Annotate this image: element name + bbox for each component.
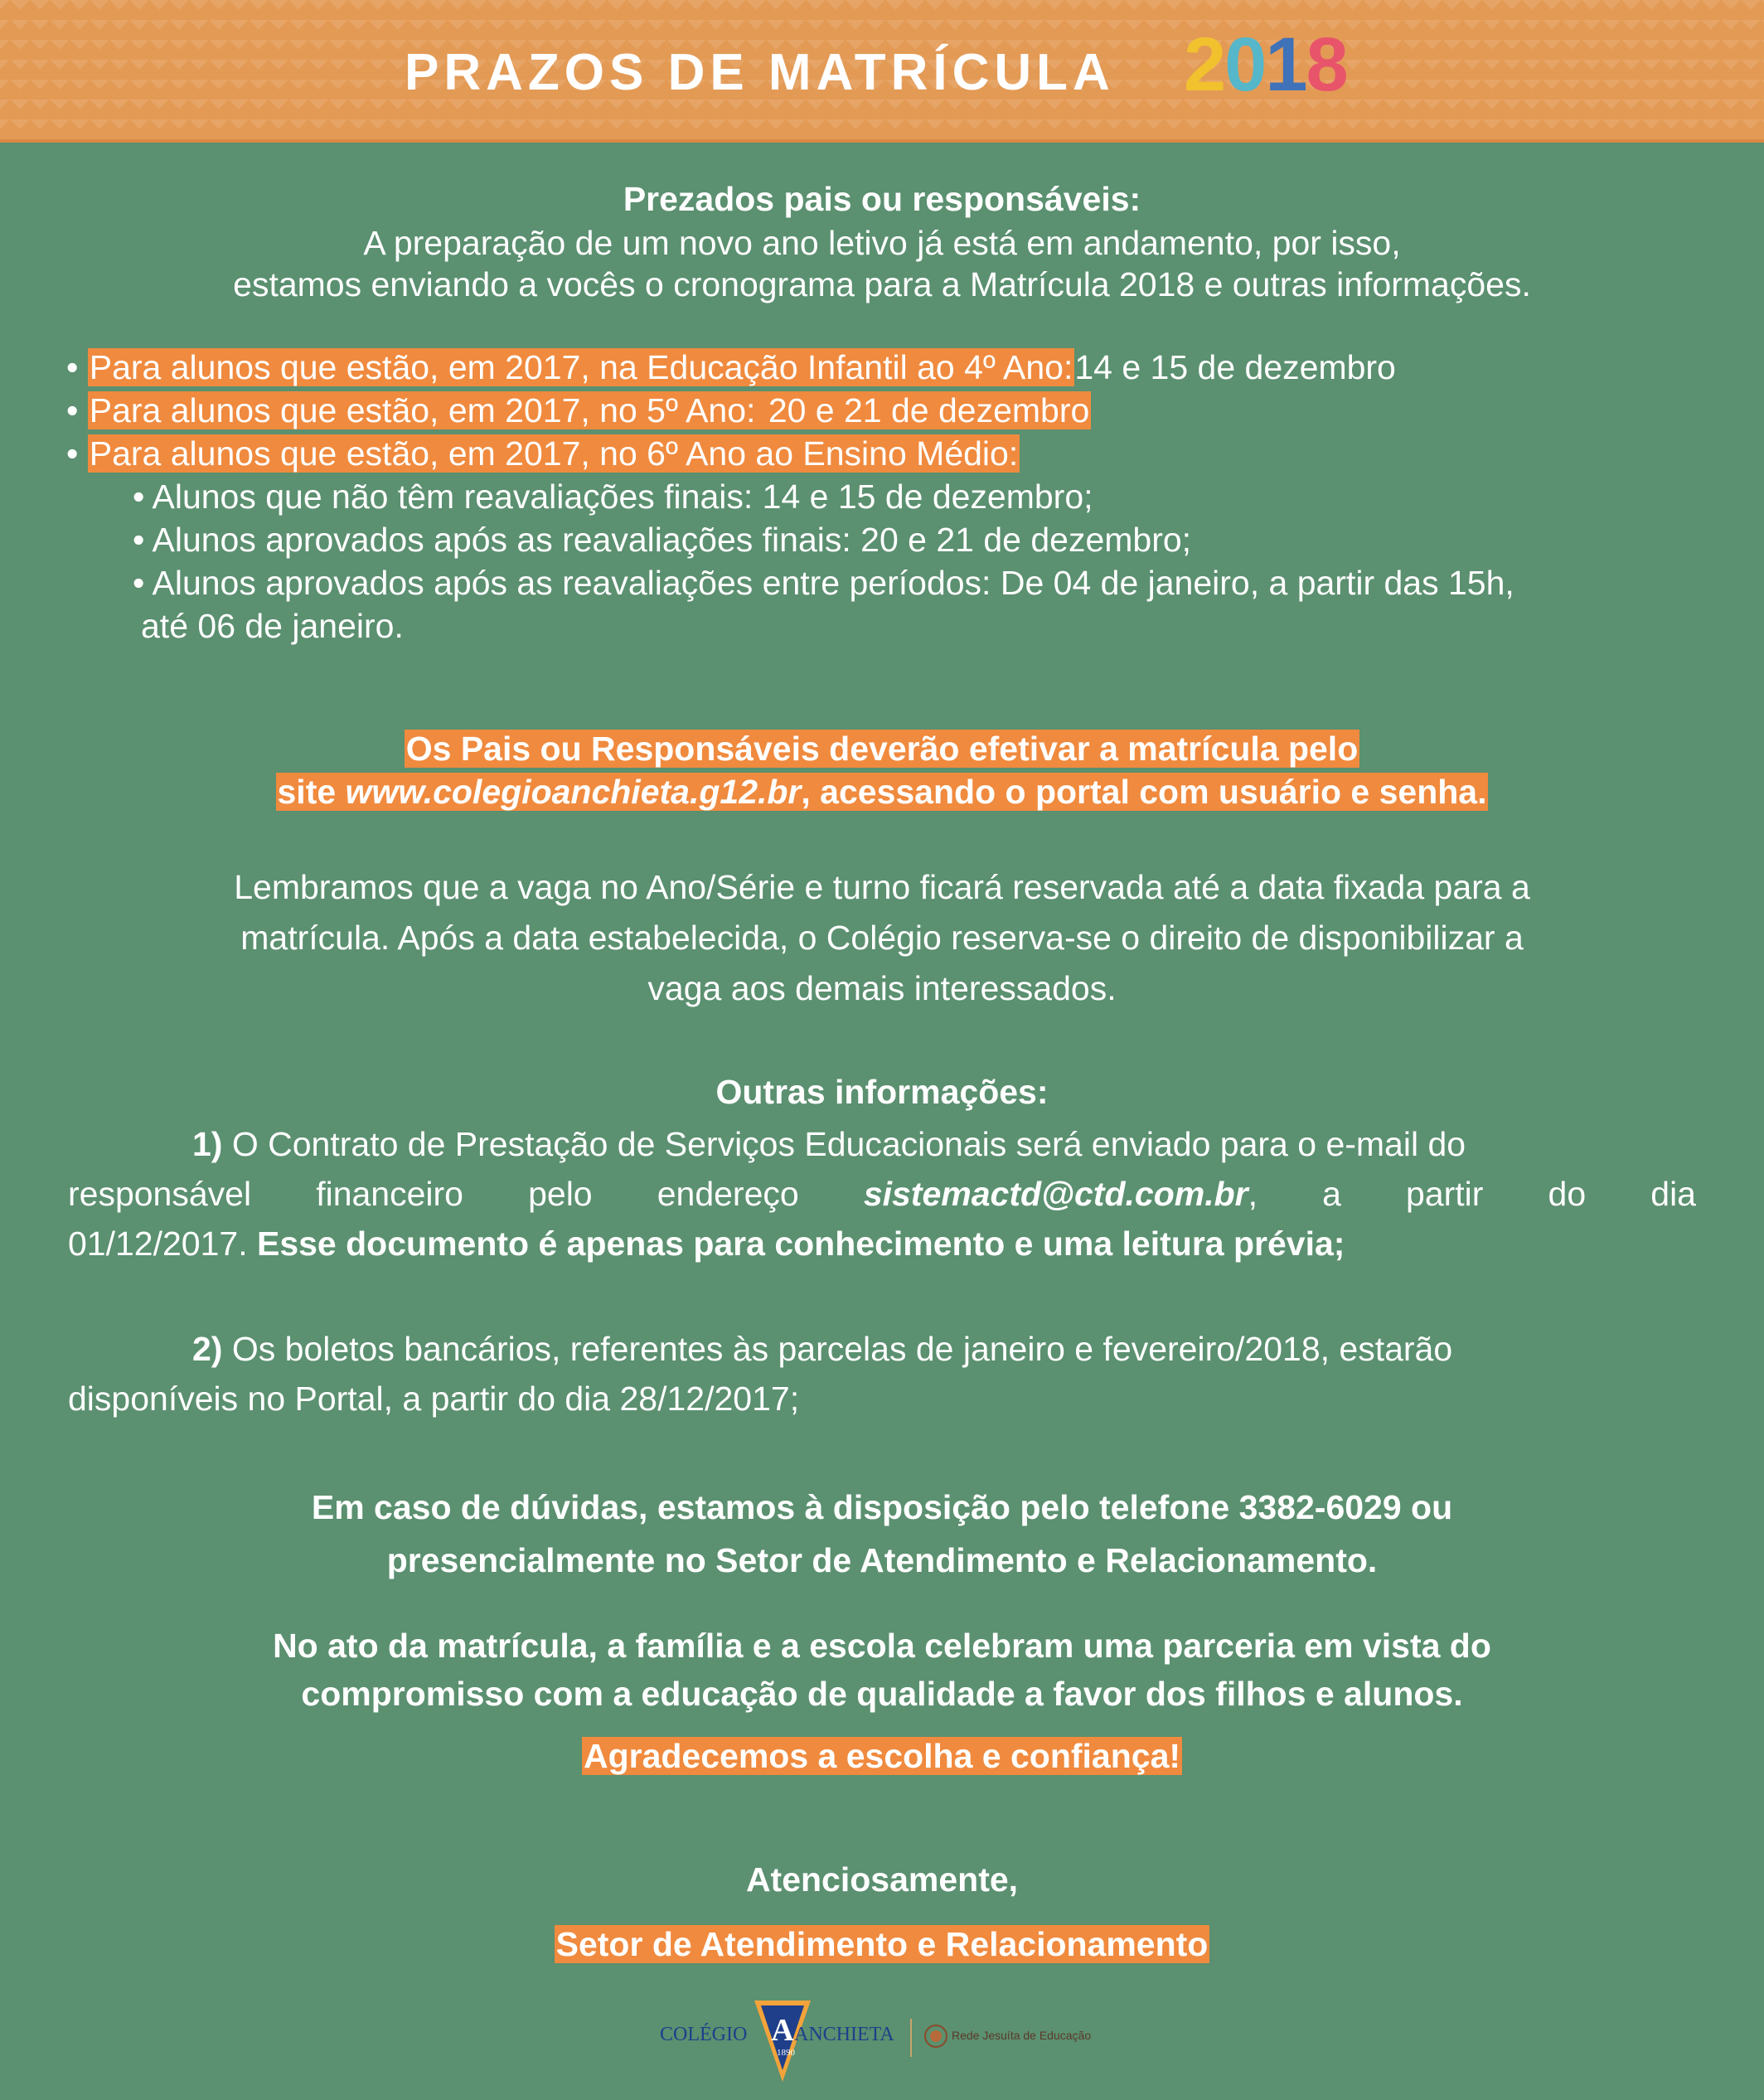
regards: Atenciosamente, xyxy=(745,1860,1019,1899)
thanks-text: Agradecemos a escolha e confiança! xyxy=(583,1737,1181,1775)
schedule-item-2-date: 20 e 21 de dezembro xyxy=(758,391,1090,429)
school-name-right: ANCHIETA xyxy=(794,2024,894,2045)
reserve-line-2: matrícula. Após a data estabelecida, o Colégio reserva-se o direito de disponibilizar a xyxy=(240,919,1524,957)
other-info-item-1-line-3 xyxy=(68,1223,1345,1264)
schedule-item-3-label: Para alunos que estão, em 2017, no 6º Ano ao Ensino Médio: xyxy=(89,434,1019,473)
page-title: PRAZOS DE MATRÍCULA xyxy=(405,44,1115,101)
schedule-item-2: • Para alunos que estão, em 2017, no 5º Ano: 20 e 21 de dezembro xyxy=(66,391,1090,429)
site-link[interactable]: www.colegioanchieta.g12.br xyxy=(345,773,802,811)
schedule-sub-2-text: Alunos aprovados após as reavaliações finais: 20 e 21 de dezembro; xyxy=(152,521,1192,559)
network-name: Rede Jesuíta de Educação xyxy=(952,2029,1092,2042)
other-info-item-1-line-1 xyxy=(192,1123,1466,1165)
contact-line-1: Em caso de dúvidas, estamos à disposição pelo telefone 3382-6029 ou xyxy=(311,1488,1453,1526)
crest-letter: A xyxy=(771,2013,794,2048)
intro-line-2: estamos enviando a vocês o cronograma para a Matrícula 2018 e outras informações. xyxy=(233,265,1531,303)
school-name-left: COLÉGIO xyxy=(660,2024,748,2045)
schedule-sub-1-text: Alunos que não têm reavaliações finais: 14 e 15 de dezembro; xyxy=(152,478,1093,516)
item-1-line-3-bold: Esse documento é apenas para conhecimento e uma leitura prévia; xyxy=(256,1225,1345,1263)
intro-line-1: A preparação de um novo ano letivo já está em andamento, por isso, xyxy=(363,224,1401,262)
schedule-sub-3-cont: até 06 de janeiro. xyxy=(141,607,404,645)
item-2-text: Os boletos bancários, referentes às parcelas de janeiro e fevereiro/2018, estarão xyxy=(222,1330,1453,1368)
schedule-item-1-label: Para alunos que estão, em 2017, na Educação Infantil ao 4º Ano: xyxy=(89,348,1073,386)
greeting: Prezados pais ou responsáveis: xyxy=(623,180,1141,218)
closing-line-2: compromisso com a educação de qualidade a favor dos filhos e alunos. xyxy=(301,1675,1463,1713)
schedule-sub-2: • Alunos aprovados após as reavaliações finais: 20 e 21 de dezembro; xyxy=(133,521,1192,559)
schedule-sub-3-text: Alunos aprovados após as reavaliações entre períodos: De 04 de janeiro, a partir das 15h, xyxy=(152,564,1514,602)
year-digit: 0 xyxy=(1224,22,1266,107)
crest-year: 1890 xyxy=(777,2048,795,2058)
year-2018-logo xyxy=(1184,22,1347,107)
year-digit: 2 xyxy=(1184,22,1225,107)
schedule-item-1-date: 14 e 15 de dezembro xyxy=(1074,348,1396,386)
other-info-heading: Outras informações: xyxy=(715,1073,1049,1111)
item-1-line-3-pre: 01/12/2017. xyxy=(68,1225,257,1263)
closing-line-1: No ato da matrícula, a família e a escola celebram uma parceria em vista do xyxy=(273,1627,1491,1665)
other-info-item-2-line-2: disponíveis no Portal, a partir do dia 28/12/2017; xyxy=(68,1380,800,1418)
portal-notice-1-text: Os Pais ou Responsáveis deverão efetivar a matrícula pelo xyxy=(405,730,1359,768)
year-digit: 8 xyxy=(1306,22,1347,107)
schedule-sub-1: • Alunos que não têm reavaliações finais: 14 e 15 de dezembro; xyxy=(133,478,1093,516)
contact-line-2: presencialmente no Setor de Atendimento e Relacionamento. xyxy=(386,1541,1378,1579)
other-info-item-2-line-1 xyxy=(192,1328,1452,1370)
reserve-line-3: vaga aos demais interessados. xyxy=(647,969,1117,1007)
schedule-item-1: • Para alunos que estão, em 2017, na Educação Infantil ao 4º Ano:14 e 15 de dezembro xyxy=(66,348,1396,386)
other-info-item-1-line-2 xyxy=(68,1173,1696,1215)
reserve-line-1: Lembramos que a vaga no Ano/Série e turno ficará reservada até a data fixada para a xyxy=(234,868,1530,906)
schedule-item-2-label: Para alunos que estão, em 2017, no 5º Ano: xyxy=(89,391,756,429)
signature xyxy=(0,1923,1764,1965)
schedule-item-3: • Para alunos que estão, em 2017, no 6º Ano ao Ensino Médio: xyxy=(66,434,1019,473)
footer-divider xyxy=(910,2019,912,2057)
item-1-text: O Contrato de Prestação de Serviços Educacionais será enviado para o e-mail do xyxy=(222,1125,1466,1163)
item-1-line-2-post: , a partir do dia xyxy=(1248,1175,1696,1213)
item-2-number: 2) xyxy=(192,1330,223,1368)
year-digit: 1 xyxy=(1265,22,1306,107)
footer-logos xyxy=(655,1994,1119,2085)
item-1-number: 1) xyxy=(192,1125,223,1163)
email-link[interactable]: sistemactd@ctd.com.br xyxy=(863,1175,1248,1213)
schedule-sub-3: • Alunos aprovados após as reavaliações entre períodos: De 04 de janeiro, a partir das 15h, xyxy=(133,564,1514,602)
item-1-line-2-pre: responsável financeiro pelo endereço xyxy=(68,1175,864,1213)
signature-text: Setor de Atendimento e Relacionamento xyxy=(555,1925,1209,1963)
portal-notice-1 xyxy=(0,728,1764,769)
thanks xyxy=(0,1735,1764,1777)
portal-notice-2-pre: site xyxy=(277,773,346,811)
jesuit-seal-icon xyxy=(923,2024,948,2049)
portal-notice-2-post: , acessando o portal com usuário e senha. xyxy=(801,773,1487,811)
portal-notice-2 xyxy=(0,771,1764,812)
